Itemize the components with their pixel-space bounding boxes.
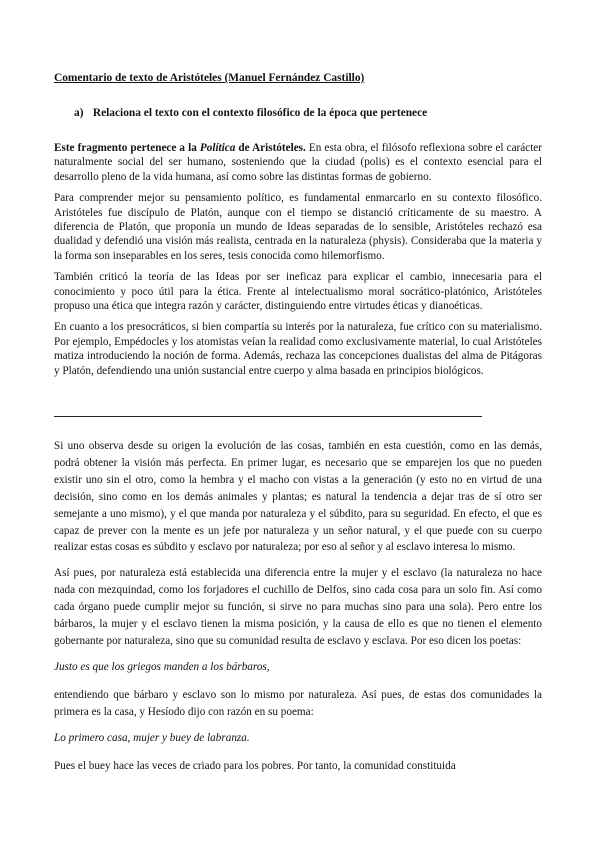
separator-line — [54, 416, 482, 417]
section-heading-text: Relaciona el texto con el contexto filosófico de la época que pertenece — [92, 107, 428, 119]
commentary-body — [54, 141, 542, 385]
work-title: Política — [199, 142, 236, 154]
source-text — [54, 438, 542, 783]
lead-text-a: Este fragmento pertenece a la — [54, 142, 200, 154]
document-title: Comentario de texto de Aristóteles (Manuel Fernández Castillo) — [54, 72, 365, 84]
source-paragraph-1: Si uno observa desde su origen la evolución de las cosas, también en esta cuestión, como en las demás, podrá obtener la visión más perfecta. En primer lugar, es necesario que se emparejen los que no pueden existir uno sin el otro, como la hembra y el macho con vistas a la generación (y esto no en virtud de una decisión, sino como en los demás animales y plantas; es natural la tendencia a dejar tras de sí otro ser semejante a uno mismo), y el que manda por naturaleza y el súbdito, para su seguridad. En efecto, el que es capaz de prever con la mente es un jefe por naturaleza y un señor natural, y el que puede con su cuerpo realizar estas cosas es súbdito y esclavo por naturaleza; por eso al señor y al esclavo interesa lo mismo. — [54, 440, 542, 554]
section-heading — [74, 107, 427, 119]
lead-text-b: de Aristóteles. — [235, 142, 306, 154]
source-paragraph-2: Así pues, por naturaleza está establecida una diferencia entre la mujer y el esclavo (la naturaleza no hace nada con mezquindad, como los forjadores el cuchillo de Delfos, sino cada cosa para un solo fin. Así como cada órgano puede cumplir mejor su función, si sirve no para muchas sino para una sola). Pero entre los bárbaros, la mujer y el esclavo tienen la misma posición, y la causa de ello es que no tienen el elemento gobernante por naturaleza, sino que su comunidad resulta de esclavo y esclava. Por eso dicen los poetas: — [54, 567, 542, 647]
commentary-paragraph-1 — [54, 141, 542, 184]
commentary-paragraph-2: Para comprender mejor su pensamiento político, es fundamental enmarcarlo en su contexto filosófico. Aristóteles fue discípulo de Platón, aunque con el tiempo se distanció críticamente de su maestro. A diferencia de Platón, que proponía un mundo de Ideas separadas de lo sensible, Aristóteles rechazó esa dualidad y defendió una visión más realista, centrada en la naturaleza (physis). Consideraba que la materia y la forma son inseparables en los seres, tesis conocida como hilemorfismo. — [54, 192, 542, 262]
commentary-paragraph-4: En cuanto a los presocráticos, si bien compartía su interés por la naturaleza, fue crítico con su materialismo. Por ejemplo, Empédocles y los atomistas veían la realidad como exclusivamente material, lo cual Aristóteles matiza introduciendo la noción de forma. Además, rechaza las concepciones dualistas del alma de Pitágoras y Platón, defendiendo una unión sustancial entre cuerpo y alma basada en principios biológicos. — [54, 321, 542, 377]
commentary-paragraph-3: También criticó la teoría de las Ideas por ser ineficaz para explicar el cambio, innecesaria para el conocimiento y poco útil para la ética. Frente al intelectualismo moral socrático-platónico, Aristóteles propuso una ética que integra razón y carácter, distinguiendo entre virtudes éticas y dianoéticas. — [54, 271, 542, 313]
source-quote-2: Lo primero casa, mujer y buey de labranza. — [54, 731, 250, 744]
source-paragraph-3: entendiendo que bárbaro y esclavo son lo mismo por naturaleza. Así pues, de estas dos comunidades la primera es la casa, y Hesíodo dijo con razón en su poema: — [54, 688, 542, 718]
source-paragraph-4: Pues el buey hace las veces de criado para los pobres. Por tanto, la comunidad constituida — [54, 759, 456, 772]
section-marker: a) — [74, 107, 84, 119]
paragraph-1-text: En esta obra, el filósofo reflexiona sobre el carácter naturalmente social del ser humano, sosteniendo que la ciudad (polis) es el contexto esencial para el desarrollo pleno de la vida humana, así como sobre las distintas formas de gobierno. — [54, 142, 542, 183]
source-quote-1: Justo es que los griegos manden a los bárbaros, — [54, 660, 270, 673]
